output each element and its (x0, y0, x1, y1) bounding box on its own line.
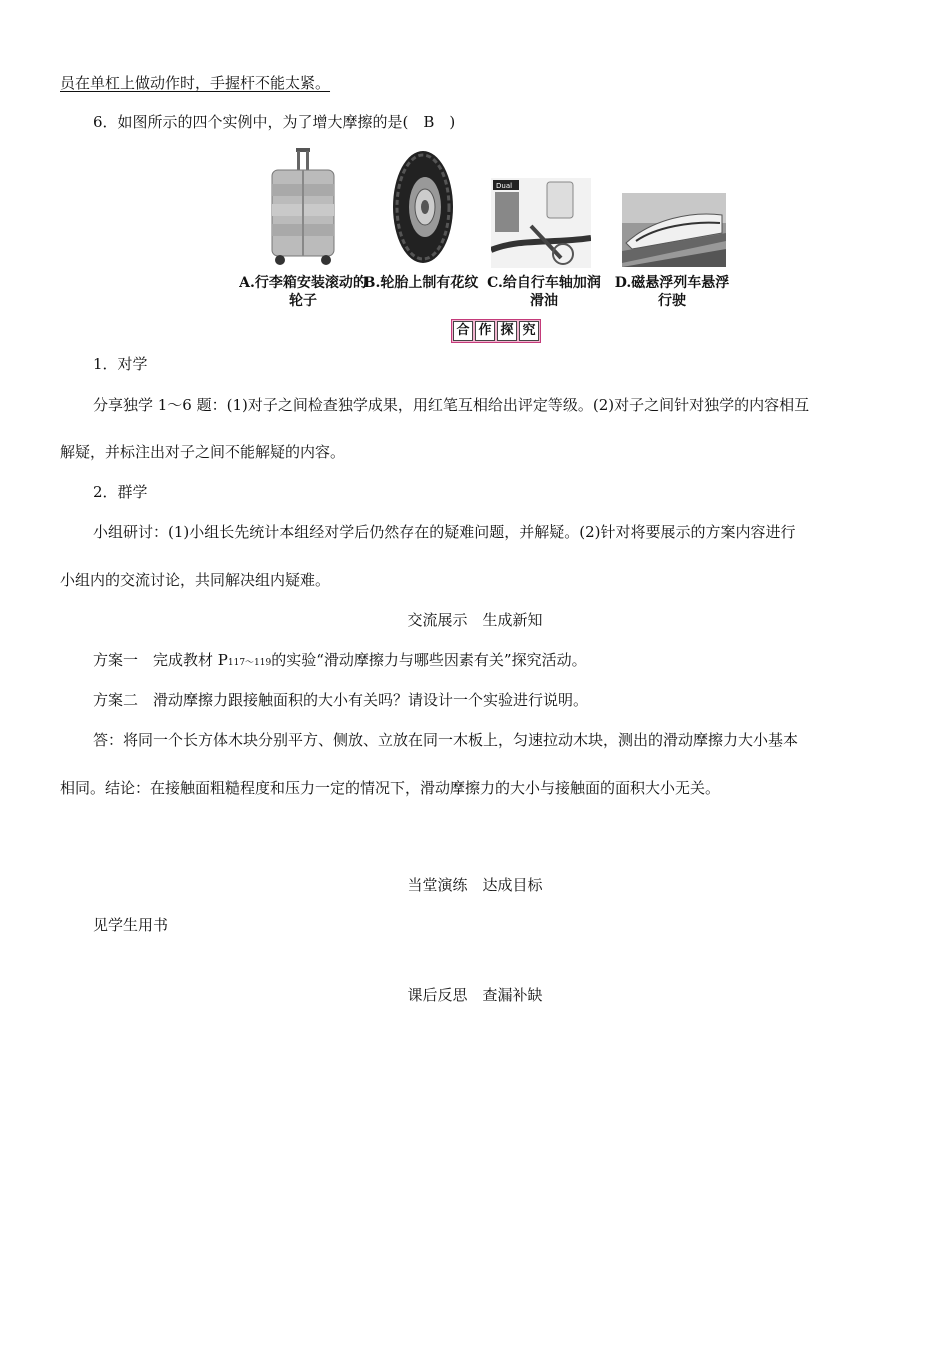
maglev-train-image (622, 193, 726, 271)
plan-1-prefix: 方案一 完成教材 P (93, 651, 228, 669)
figure-a-caption: A.行李箱安装滚动的轮子 (239, 275, 367, 309)
banner-char: 探 (497, 321, 517, 341)
tire-image (388, 148, 458, 270)
text-line: 员在单杠上做动作时，手握杆不能太紧。 (60, 74, 331, 92)
heading-practice: 当堂演练 达成目标 (407, 876, 543, 894)
bicycle-oil-image (491, 178, 591, 272)
section-2-text: 小组研讨：(1)小组长先统计本组经对学后仍然存在的疑难问题，并解疑。(2)针对将要展示的方案内容进行 (93, 523, 796, 541)
section-2-text: 小组内的交流讨论，共同解决组内疑难。 (60, 571, 331, 589)
oil-bottle-label: Dual (496, 182, 513, 190)
page-range: 117～119 (227, 658, 272, 668)
answer-text: 答：将同一个长方体木块分别平方、侧放、立放在同一木板上，匀速拉动木块，测出的滑动摩擦力大小基本 (93, 731, 799, 749)
plan-1-suffix: 的实验“滑动摩擦力与哪些因素有关”探究活动。 (271, 651, 587, 669)
section-2-title: 2．群学 (93, 483, 148, 501)
section-1-text: 解疑，并标注出对子之间不能解疑的内容。 (60, 443, 346, 461)
section-1-title: 1．对学 (93, 355, 148, 373)
see-student-book: 见学生用书 (93, 916, 169, 934)
figure-d-caption: D.磁悬浮列车悬浮行驶 (614, 275, 730, 309)
banner-char: 究 (519, 321, 539, 341)
heading-exchange: 交流展示 生成新知 (407, 611, 543, 629)
figure-c-caption: C.给自行车轴加润滑油 (487, 275, 601, 309)
answer-text: 相同。结论：在接触面粗糙程度和压力一定的情况下，滑动摩擦力的大小与接触面的面积大小无关。 (60, 779, 721, 797)
plan-2: 方案二 滑动摩擦力跟接触面积的大小有关吗？请设计一个实验进行说明。 (93, 691, 589, 709)
figure-b-caption: B.轮胎上制有花纹 (363, 275, 479, 291)
heading-reflect: 课后反思 查漏补缺 (407, 986, 543, 1004)
cooperation-banner (451, 319, 541, 343)
question-6: 6．如图所示的四个实例中，为了增大摩擦的是( B ) (93, 113, 456, 131)
suitcase-image (268, 148, 338, 270)
plan-1 (93, 649, 587, 670)
banner-char: 作 (475, 321, 495, 341)
section-1-text: 分享独学 1～6 题：(1)对子之间检查独学成果，用红笔互相给出评定等级。(2)对子之间针对独学的内容相互 (93, 396, 810, 414)
banner-char: 合 (453, 321, 473, 341)
